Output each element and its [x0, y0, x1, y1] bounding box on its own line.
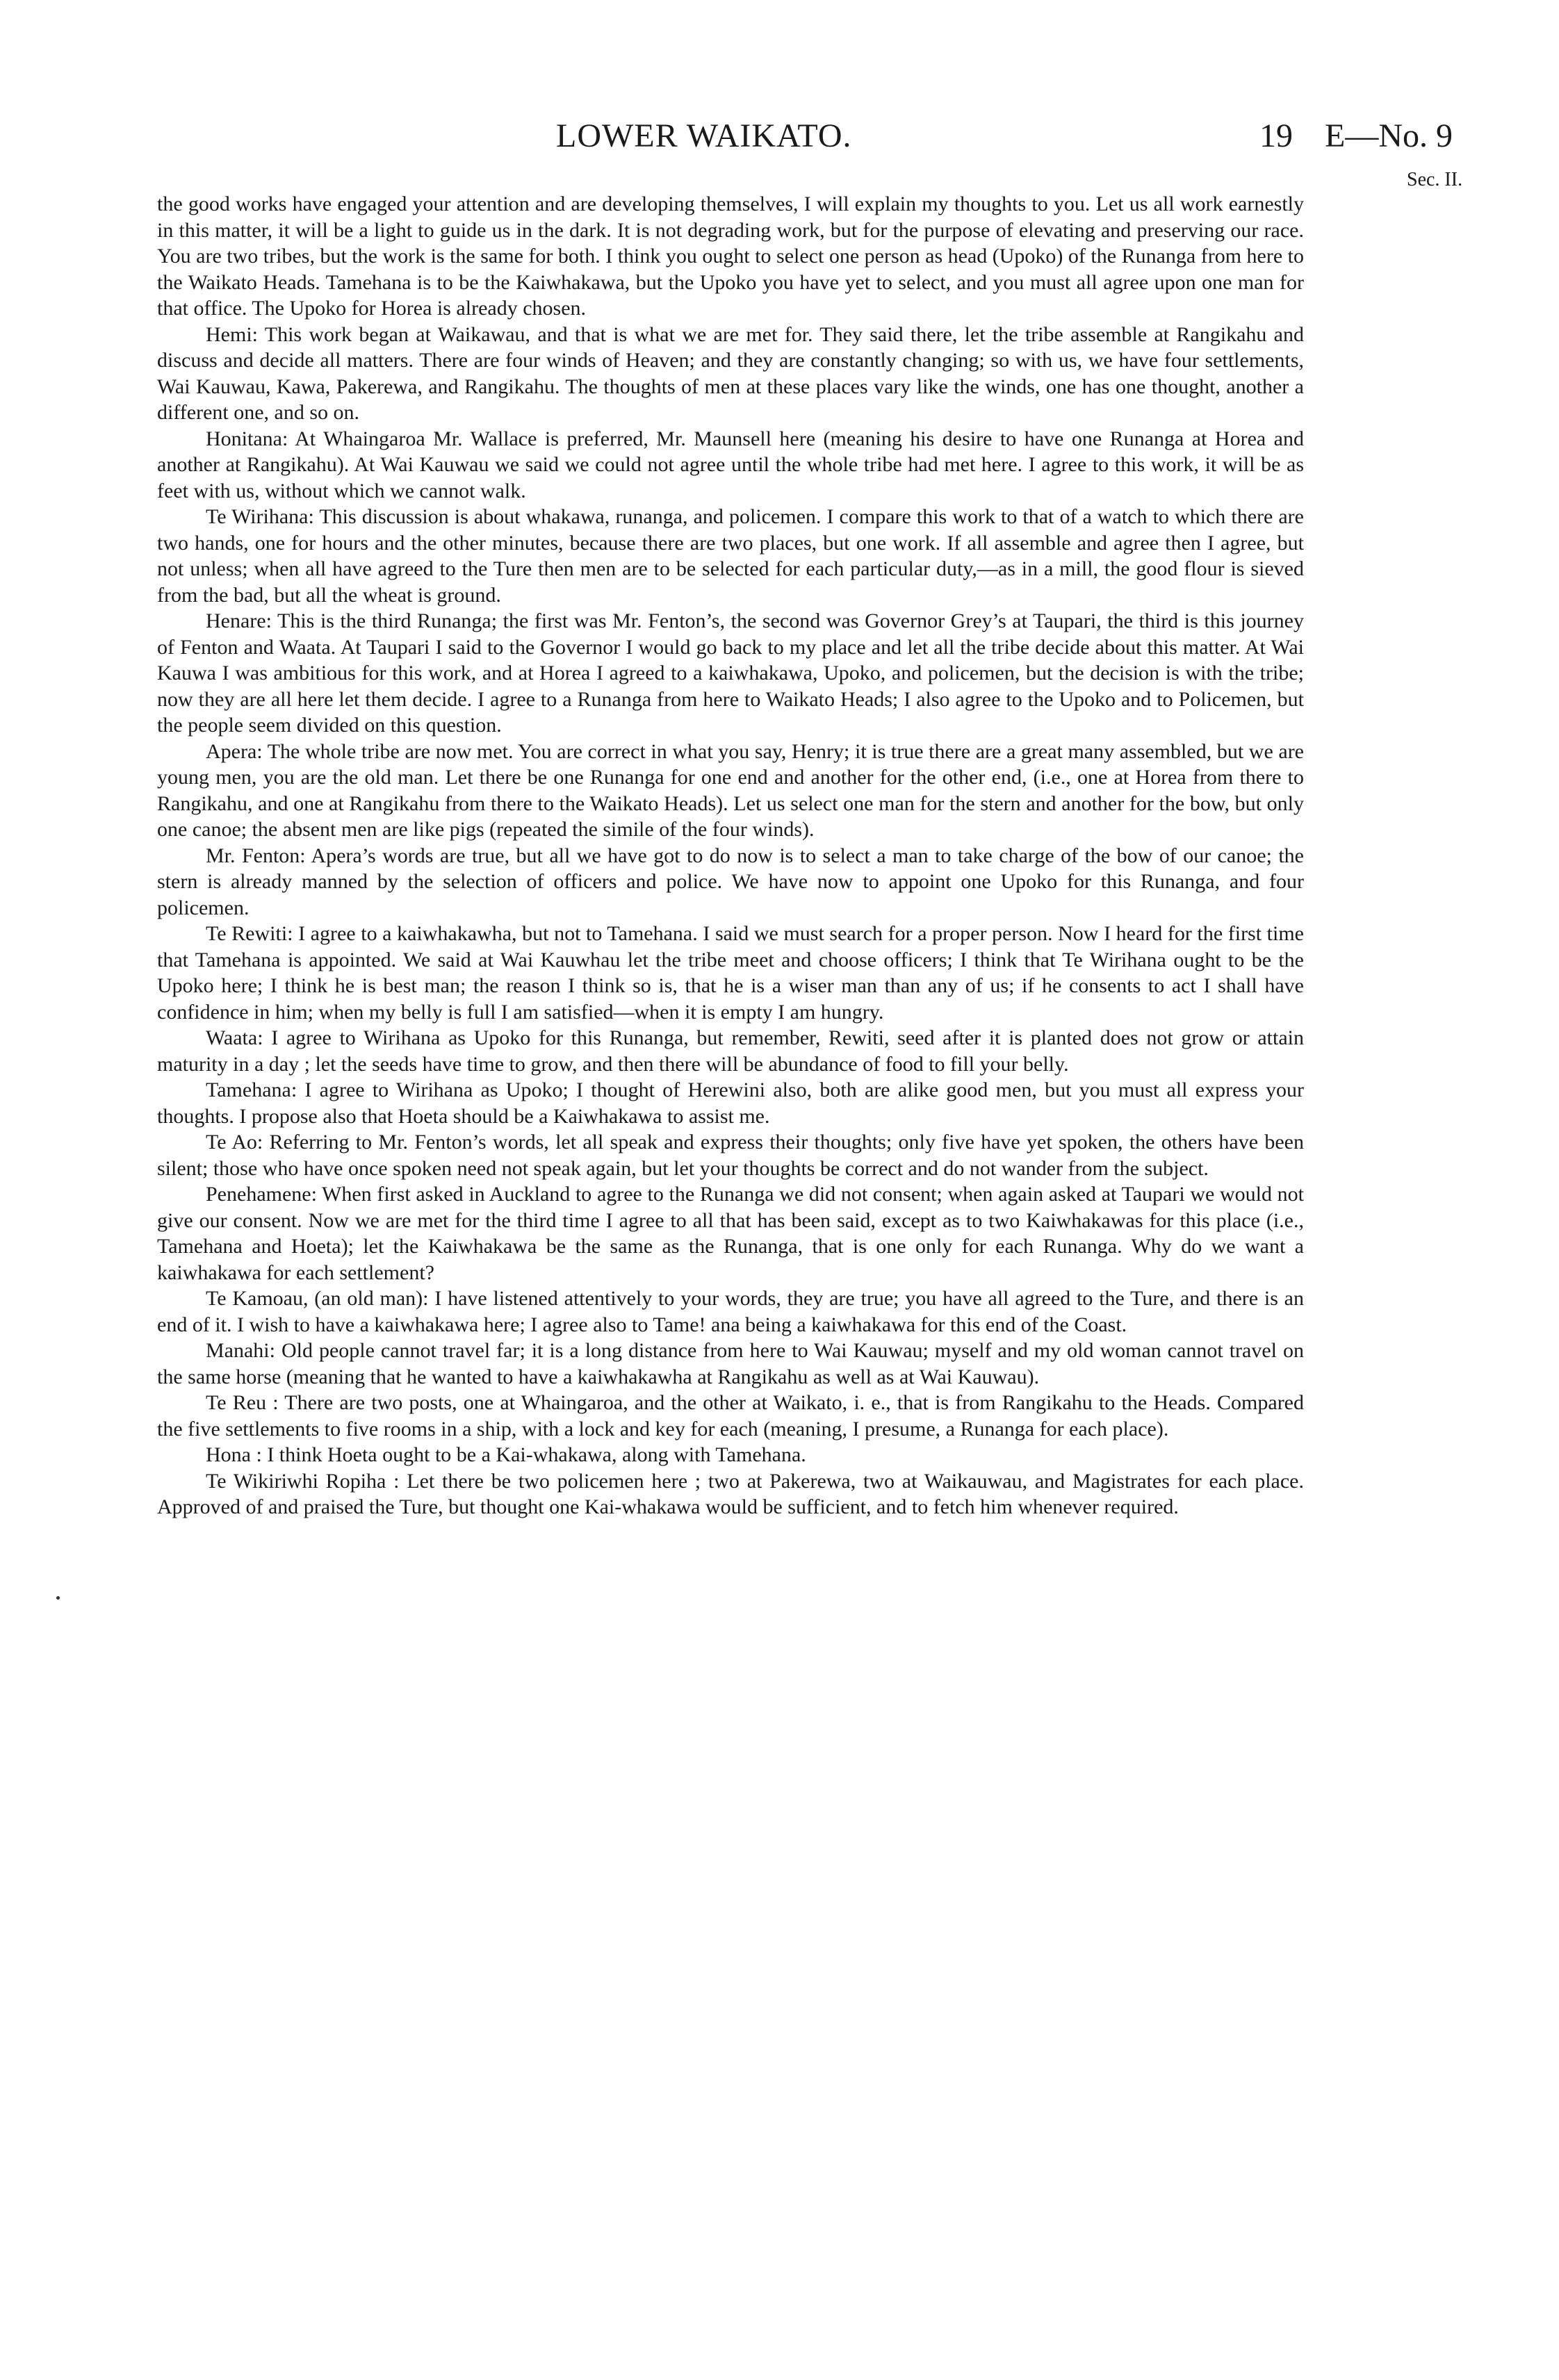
paragraph-penehamene: Penehamene: When first asked in Auckland to agree to the Runanga we did not consent; when again asked at Taupari we would not give our consent. Now we are met for the third time I agree to all that has been said, except as to two Kaiwhakawas for this place (i.e., Tamehana and Hoeta); let the Kaiwhakawa be the same as the Runanga, that is one only for each Runanga. Why do we want a kaiwhakawa for each settlement? — [157, 1183, 1304, 1284]
paragraph-tamehana: Tamehana: I agree to Wirihana as Upoko; I thought of Herewini also, both are alike good men, but you must all express your thoughts. I propose also that Hoeta should be a Kaiwhakawa to assist me. — [157, 1078, 1304, 1128]
paragraph-henare: Henare: This is the third Runanga; the first was Mr. Fenton’s, the second was Governor Grey’s at Taupari, the third is this journey of Fenton and Waata. At Taupari I said to the Governor I would go back to my place and let all the tribe decide about this matter. At Wai Kauwa I was ambitious for this work, and at Horea I agreed to a kaiwhakawa, Upoko, and policemen, but the decision is with the tribe; now they are all here let them decide. I agree to a Runanga from here to Waikato Heads; I also agree to the Upoko and to Policemen, but the people seem divided on this question. — [157, 609, 1304, 737]
paragraph-apera: Apera: The whole tribe are now met. You are correct in what you say, Henry; it is true there are a great many assembled, but we are young men, you are the old man. Let there be one Runanga for one end and another for the other end, (i.e., one at Horea from there to Rangikahu, and one at Rangikahu from there to the Waikato Heads). Let us select one man for the stern and another for the bow, but only one canoe; the absent men are like pigs (repeated the simile of the four winds). — [157, 739, 1304, 841]
paragraph-te-wirihana: Te Wirihana: This discussion is about whakawa, runanga, and policemen. I compare this work to that of a watch to which there are two hands, one for hours and the other minutes, because there are two places, but one work. If all assemble and agree then I agree, but not unless; when all have agreed to the Ture then men are to be selected for each particular duty,—as in a mill, the good flour is sieved from the bad, but all the wheat is ground. — [157, 505, 1304, 607]
section-label: Sec. II. — [1407, 169, 1463, 190]
page-number: 19 — [1259, 117, 1293, 154]
paragraph-te-ao: Te Ao: Referring to Mr. Fenton’s words, let all speak and express their thoughts; only five have yet spoken, the others have been silent; those who have once spoken need not speak again, but let your thoughts be correct and do not wander from the subject. — [157, 1131, 1304, 1180]
margin-mark — [56, 1596, 60, 1600]
paragraph-honitana: Honitana: At Whaingaroa Mr. Wallace is preferred, Mr. Maunsell here (meaning his desire to have one Runanga at Horea and another at Rangikahu). At Wai Kauwau we said we could not agree until the whole tribe had met here. I agree to this work, it will be as feet with us, without which we cannot walk. — [157, 427, 1304, 502]
paragraph-te-rewiti: Te Rewiti: I agree to a kaiwhakawha, but not to Tamehana. I said we must search for a proper person. Now I heard for the first time that Tamehana is appointed. We said at Wai Kauwhau let the tribe meet and choose officers; I think that Te Wirihana ought to be the Upoko here; I think he is best man; the reason I think so is, that he is a wiser man than any of us; if he consents to act I shall have confidence in him; when my belly is full I am satisfied—when it is empty I am hungry. — [157, 922, 1304, 1024]
paragraph-hemi: Hemi: This work began at Waikawau, and that is what we are met for. They said there, let the tribe assemble at Rangikahu and discuss and decide all matters. There are four winds of Heaven; and they are constantly changing; so with us, we have four settlements, Wai Kauwau, Kawa, Pakerewa, and Rangikahu. The thoughts of men at these places vary like the winds, one has one thought, another a different one, and so on. — [157, 322, 1304, 424]
paragraph-te-kamoau: Te Kamoau, (an old man): I have listened attentively to your words, they are true; you have all agreed to the Ture, and there is an end of it. I wish to have a kaiwhakawa here; I agree also to Tame! ana being a kaiwhakawa for this end of the Coast. — [157, 1287, 1304, 1336]
paragraph-te-wikiriwhi-ropiha: Te Wikiriwhi Ropiha : Let there be two policemen here ; two at Pakerewa, two at Waikauwau, and Magistrates for each place. Approved of and praised the Ture, but thought one Kai-whakawa would be sufficient, and to fetch him whenever required. — [157, 1469, 1304, 1518]
paragraph-manahi: Manahi: Old people cannot travel far; it is a long distance from here to Wai Kauwau; myself and my old woman cannot travel on the same horse (meaning that he wanted to have a kaiwhakawha at Rangikahu as well as at Wai Kauwau). — [157, 1339, 1304, 1388]
paragraph-te-reu: Te Reu : There are two posts, one at Whaingaroa, and the other at Waikato, i. e., that is from Rangikahu to the Heads. Compared the five settlements to five rooms in a ship, with a lock and key for each (meaning, I presume, a Runanga for each place). — [157, 1391, 1304, 1441]
paragraph-continuation: the good works have engaged your attention and are developing themselves, I will explain my thoughts to you. Let us all work earnestly in this matter, it will be a light to guide us in the dark. It is not degrading work, but for the purpose of elevating and preserving our race. You are two tribes, but the work is the same for both. I think you ought to select one person as head (Upoko) of the Runanga from here to the Waikato Heads. Tamehana is to be the Kaiwhakawa, but the Upoko you have yet to select, and you must all agree upon one man for that office. The Upoko for Horea is already chosen. — [157, 192, 1304, 320]
body-text — [157, 191, 1304, 1520]
paragraph-hona: Hona : I think Hoeta ought to be a Kai-whakawa, along with Tamehana. — [206, 1443, 806, 1466]
document-reference: E—No. 9 — [1325, 117, 1453, 154]
paragraph-waata: Waata: I agree to Wirihana as Upoko for this Runanga, but remember, Rewiti, seed after it is planted does not grow or attain maturity in a day ; let the seeds have time to grow, and then there will be abundance of food to fill your belly. — [157, 1026, 1304, 1076]
running-title: LOWER WAIKATO. — [556, 117, 852, 154]
paragraph-mr-fenton: Mr. Fenton: Apera’s words are true, but all we have got to do now is to select a man to take charge of the bow of our canoe; the stern is already manned by the selection of officers and police. We have now to appoint one Upoko for this Runanga, and four policemen. — [157, 844, 1304, 919]
